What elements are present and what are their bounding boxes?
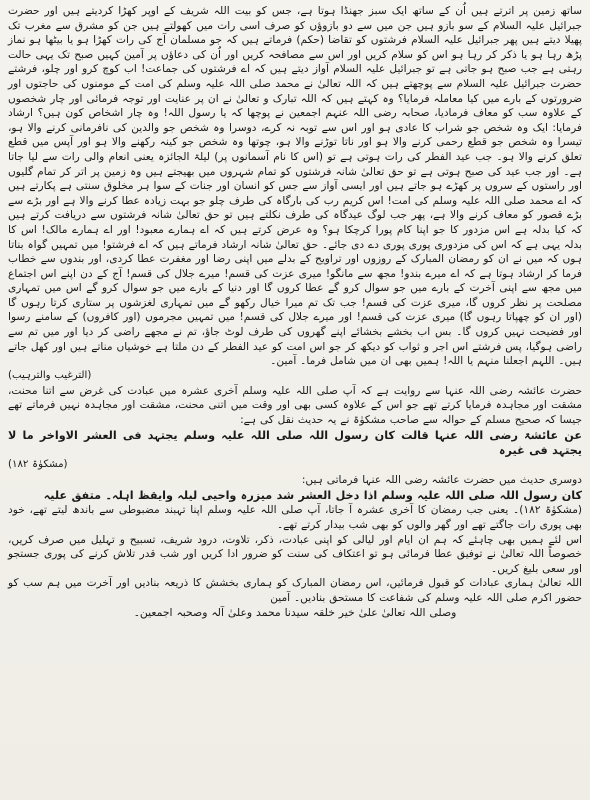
reference-targheeb: (الترغیب والترہیب)	[8, 369, 92, 381]
article-body	[8, 4, 582, 620]
paragraph-aisha-hadith: حضرت عائشہ رضی اللہ عنہا سے روایت ہے کہ آپ صلی اللہ علیہ وسلم آخری عشرہ میں عبادت کی غرض سے اتنا محنت، مشقت اور مجاہدہ فرمایا کرتے تھے جو اس کے علاوہ کسی بھی اور وقت میں اتنی محنت، مشقت اور مجاہدہ نہیں فرماتے تھے جیسا کہ صحیح مسلم کے حوالہ سے صاحب مشکوٰۃ نے یہ حدیث نقل کی ہے:	[8, 384, 582, 427]
arabic-hadith-2: کان رسول اللہ صلی اللہ علیہ وسلم اذا دخل العشر شد میزرہ واحیی لیلہ وایقظ اہلہ۔ متفق علیہ	[43, 489, 582, 503]
paragraph-hadith-translation: (مشکوٰۃ ۱۸۲)۔ یعنی جب رمضان کا آخری عشرہ آ جاتا، آپ صلی اللہ علیہ وسلم اپنا تہبند مضبوطی سے باندھ لیتے تھے، خود بھی پوری رات جاگتے تھے اور گھر والوں کو بھی شب بیدار کرتے تھے۔	[8, 504, 583, 532]
reference-mishkat-1: (مشکوٰۃ ۱۸۲)	[8, 459, 68, 471]
arabic-hadith-1: عن عائشۃ رضی اللہ عنہا قالت کان رسول اللہ صلی اللہ علیہ وسلم یجتہد فی العشر الاواخر ما لا یجتہد فی غیرہ	[8, 428, 582, 458]
closing-salutation: وصلی اللہ تعالیٰ علیٰ خیر خلقہ سیدنا محمد وعلیٰ آلہ وصحبہ اجمعین۔	[133, 605, 457, 619]
paragraph-eid-night: ساتھ زمین پر اترتے ہیں اُن کے ساتھ ایک سبز جھنڈا ہوتا ہے، جس کو بیت اللہ شریف کے اوپر کھڑا کردیتے ہیں اور حضرت جبرائیل علیہ السلام کے سو بازو ہیں جن میں سے دو بازوؤں کو صرف اسی رات میں کھولتے ہیں جن کو مشرق سے مغرب تک پھیلا دیتے ہیں پھر جبرائیل علیہ السلام فرشتوں کو تقاضا (حکم) فرماتے ہیں کہ جو مسلمان آج کی رات کھڑا ہو یا بیٹھا ہو نماز پڑھ رہا ہو یا ذکر کر رہا ہو اس کو سلام کریں اور اس سے مصافحہ کریں اور اُن کی دعاؤں پر آمین کہیں صبح تک یہی حالت رہتی ہے جب صبح ہو جاتی ہے تو جبرائیل علیہ السلام آواز دیتے ہیں کہ اے فرشتوں کی جماعت! اب کوچ کرو اور چلو، فرشتے حضرت جبرائیل علیہ السلام سے پوچھتے ہیں کہ اللہ تعالیٰ نے محمد صلی اللہ علیہ وسلم کی امت کے مومنوں کی حاجتوں اور ضرورتوں کے بارے میں کیا معاملہ فرمایا؟ وہ کہتے ہیں کہ اللہ تبارک و تعالیٰ نے ان پر عنایت اور توجہ فرمائی اور چار شخصوں کے علاوہ سب کو معاف فرمادیا، صحابہ رضی اللہ عنہم اجمعین نے پوچھا کہ یا رسول اللہ! وہ چار اشخاص کون ہیں؟ ارشاد فرمایا: ایک وہ شخص جو شراب کا عادی ہو اور اس سے توبہ نہ کرے، دوسرا وہ شخص جو والدین کی نافرمانی کرنے والا ہو، تیسرا وہ شخص جو قطع رحمی کرنے والا ہو اور ناتا توڑنے والا ہو، چوتھا وہ شخص جو کینہ رکھنے والا ہو اور آپس میں قطع تعلق کرنے والا ہو۔ جب عید الفطر کی رات ہوتی ہے تو (اس کا نام آسمانوں پر) لیلۃ الجائزہ یعنی انعام والی رات سے لیا جاتا ہے۔ اور جب عید کی صبح ہوتی ہے تو حق تعالیٰ شانہ فرشتوں کو تمام شہروں میں بھیجتے ہیں وہ زمین پر اتر کر تمام گلیوں اور راستوں کے سروں پر کھڑے ہو جاتے ہیں اور ایسی آواز سے جس کو انسان اور جنات کے سوا ہر مخلوق سنتی ہے پکارتے ہیں کہ اے محمد صلی اللہ علیہ وسلم کی امت! اس کریم رب کی بارگاہ کی طرف چلو جو بہت زیادہ عطا کرنے والا ہے اور بڑے سے بڑے قصور کو معاف کرنے والا ہے، پھر جب لوگ عیدگاہ کی طرف نکلتے ہیں تو حق تعالیٰ شانہ فرشتوں سے دریافت کرتے ہیں کہ کیا بدلہ ہے اس مزدور کا جو اپنا کام پورا کرچکا ہو؟ وہ عرض کرتے ہیں کہ اے ہمارے معبود! اور اے ہمارے مالک! اس کا بدلہ یہی ہے کہ اس کی مزدوری پوری پوری دے دی جائے۔ حق تعالیٰ شانہ ارشاد فرماتے ہیں کہ اے فرشتو! میں تمہیں گواہ بناتا ہوں کہ میں نے ان کو رمضان المبارک کے روزوں اور تراویح کے بدلے میں اپنی رضا اور مغفرت عطا کردی، اور بندوں سے خطاب فرما کر ارشاد ہوتا ہے کہ اے میرے بندو! مجھ سے مانگو! میری عزت کی قسم! میرے جلال کی قسم! آج کے دن اپنے اس اجتماع میں مجھ سے اپنی آخرت کے بارے میں جو سوال کرو گے عطا کروں گا اور دنیا کے بارے میں جو سوال کرو گے اس میں تمہاری مصلحت پر نظر کروں گا، میری عزت کی قسم! جب تک تم میرا خیال رکھو گے میں تمہاری لغزشوں پر ستاری کرتا رہوں گا (اور ان کو چھپاتا رہوں گا) میری عزت کی قسم! اور میرے جلال کی قسم! میں تمہیں مجرموں (اور کافروں) کے سامنے رسوا اور فضیحت نہیں کروں گا۔ بس اب بخشے بخشائے اپنے گھروں کی طرف لوٹ جاؤ، تم نے مجھے راضی کر دیا اور میں تم سے راضی ہوگیا، پس فرشتے اس اجر و ثواب کو دیکھ کر جو اس امت کو عید الفطر کے دن ملتا ہے خوشیاں مناتے ہیں اور کھل جاتے ہیں۔ اللہم اجعلنا منہم یا اللہ! ہمیں بھی ان میں شامل فرما۔ آمین۔	[8, 5, 583, 368]
paragraph-second-hadith: دوسری حدیث میں حضرت عائشہ رضی اللہ عنہا فرماتی ہیں:	[301, 474, 582, 487]
paragraph-itikaf-advice: اس لئے ہمیں بھی چاہئے کہ ہم ان ایام اور لیالی کو اپنی عبادت، ذکر، تلاوت، درود شریف، تسبیح و تہلیل میں صرف کریں، خصوصاً اللہ تعالیٰ نے توفیق عطا فرمائی ہو تو اعتکاف کی سنت کو ضرور ادا کریں اور شب قدر تلاش کرنے کی پوری جستجو اور سعی بلیغ کریں۔	[8, 533, 582, 575]
paragraph-dua: اللہ تعالیٰ ہماری عبادات کو قبول فرمائیں، اس رمضان المبارک کو ہماری بخشش کا ذریعہ بنادیں اور آخرت میں ہم سب کو حضور اکرم صلی اللہ علیہ وسلم کی شفاعت کا مستحق بنادیں۔ آمین	[8, 577, 582, 604]
